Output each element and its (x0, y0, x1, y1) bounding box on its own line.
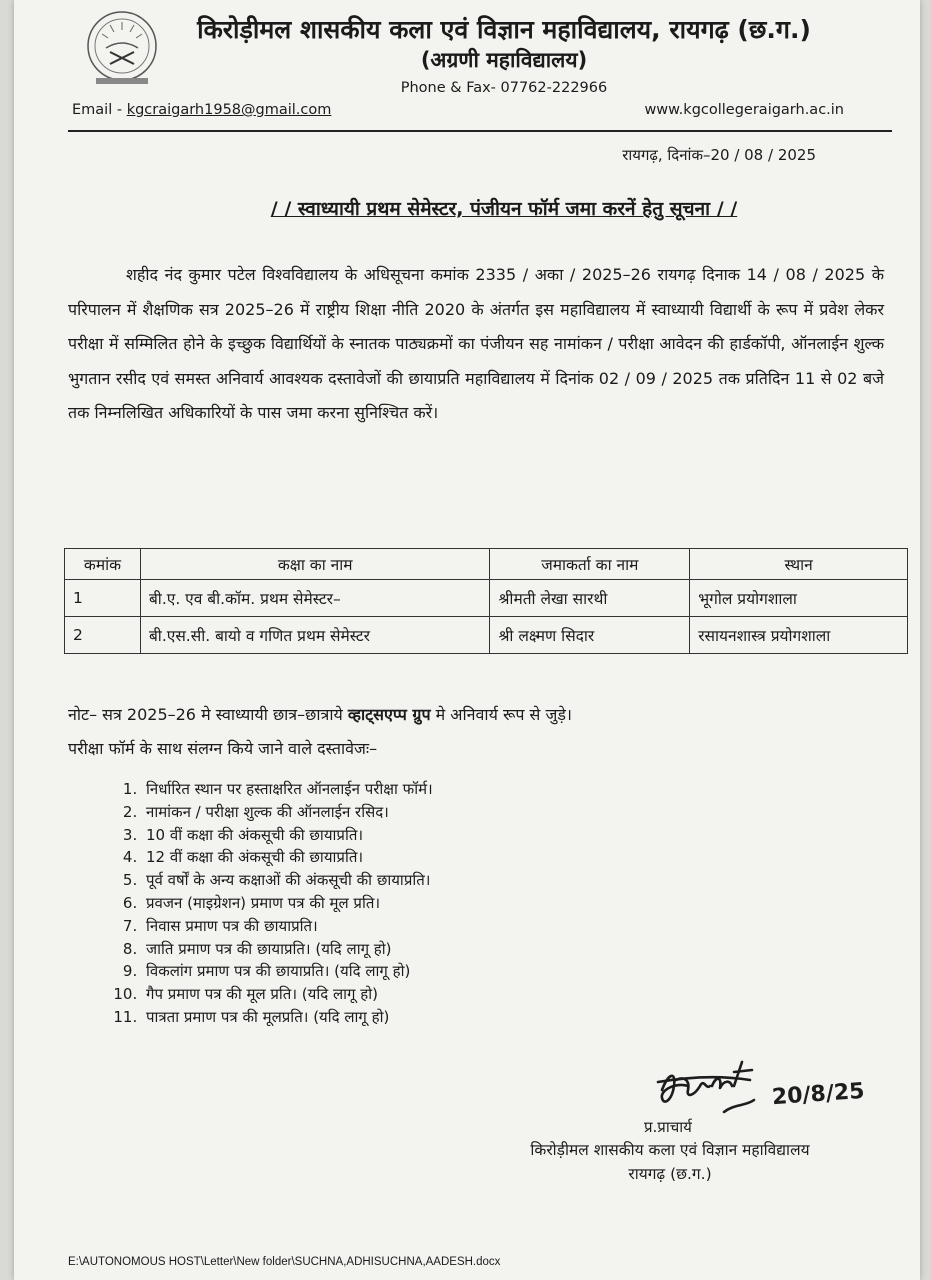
table-row (65, 617, 908, 654)
table-cell-serial: 1 (65, 580, 141, 617)
notice-date: रायगढ़, दिनांक–20 / 08 / 2025 (622, 146, 816, 164)
college-emblem-icon (82, 8, 162, 90)
notice-title: / / स्वाध्यायी प्रथम सेमेस्टर, पंजीयन फॉर्म जमा करनें हेतु सूचना / / (270, 198, 738, 220)
list-item: 6. प्रवजन (माइग्रेशन) प्रमाण पत्र की मूल प्रति। (142, 892, 433, 915)
table-cell-depositor: श्री लक्ष्मण सिदार (490, 617, 690, 654)
file-path-footer: E:\AUTONOMOUS HOST\Letter\New folder\SUCHNA,ADHISUCHNA,AADESH.docx (68, 1256, 501, 1268)
notice-page (14, 0, 920, 1280)
list-item: 11. पात्रता प्रमाण पत्र की मूलप्रति। (यदि लागू हो) (142, 1006, 433, 1029)
note-suffix: मे अनिवार्य रूप से जुड़े। (430, 705, 572, 724)
list-item: 4. 12 वीं कक्षा की अंकसूची की छायाप्रति। (142, 846, 433, 869)
notice-body (68, 258, 884, 431)
college-name: किरोड़ीमल शासकीय कला एवं विज्ञान महाविद्यालय, रायगढ़ (छ.ग.) (197, 15, 811, 44)
list-item: 3. 10 वीं कक्षा की अंकसूची की छायाप्रति। (142, 824, 433, 847)
email-line (72, 100, 331, 120)
list-item: 1. निर्धारित स्थान पर हस्ताक्षरित ऑनलाईन परीक्षा फॉर्म। (142, 778, 433, 801)
table-cell-location: रसायनशास्त्र प्रयोगशाला (690, 617, 908, 654)
table-header-serial: कमांक (65, 549, 141, 580)
table-header-class: कक्षा का नाम (140, 549, 490, 580)
handwritten-signature (654, 1046, 866, 1122)
website-link[interactable]: www.kgcollegeraigarh.ac.in (644, 102, 844, 118)
list-item: 9. विकलांग प्रमाण पत्र की छायाप्रति। (यदि लागू हो) (142, 960, 433, 983)
list-item: 2. नामांकन / परीक्षा शुल्क की ऑनलाईन रसिद। (142, 801, 433, 824)
table-header-location: स्थान (690, 549, 908, 580)
table-cell-class: बी.एस.सी. बायो व गणित प्रथम सेमेस्टर (140, 617, 490, 654)
list-item: 7. निवास प्रमाण पत्र की छायाप्रति। (142, 915, 433, 938)
table-cell-class: बी.ए. एव बी.कॉम. प्रथम सेमेस्टर– (140, 580, 490, 617)
submission-table (64, 548, 908, 654)
whatsapp-note (68, 700, 572, 730)
documents-list (94, 778, 433, 1029)
college-tagline: (अग्रणी महाविद्यालय) (420, 48, 588, 72)
notice-paragraph: शहीद नंद कुमार पटेल विश्वविद्यालय के अधिसूचना कमांक 2335 / अका / 2025–26 रायगढ़ दिनाक 14 / 08 / 2025 के परिपालन में शैक्षणिक सत्र 2025–26 में राष्ट्रीय शिक्षा नीति 2020 के अंतर्गत इस महाविद्यालय में स्वाध्यायी विद्यार्थी के रूप में प्रवेश लेकर परीक्षा में सम्मिलित होने के इच्छुक विद्यार्थियों के स्नातक पाठ्यक्रमों का पंजीयन सह नामांकन / परीक्षा आवेदन की हार्डकॉपी, ऑनलाईन शुल्क भुगतान रसीद एवं समस्त अनिवार्य आवश्यक दस्तावेजों की छायाप्रति महाविद्यालय में दिनांक 02 / 09 / 2025 तक प्रतिदिन 11 से 02 बजे तक निम्नलिखित अधिकारियों के पास जमा करना सुनिश्चित करें। (68, 265, 884, 423)
list-item: 10. गैप प्रमाण पत्र की मूल प्रति। (यदि लागू हो) (142, 983, 433, 1006)
table-header-row (65, 549, 908, 580)
header-divider (68, 130, 892, 132)
signatory-title: प्र.प्राचार्य (644, 1118, 692, 1136)
list-item: 5. पूर्व वर्षों के अन्य कक्षाओं की अंकसूची की छायाप्रति। (142, 869, 433, 892)
note-emphasis: व्हाट्सएप्प ग्रुप (347, 705, 431, 724)
phone-fax: Phone & Fax- 07762-222966 (400, 80, 608, 96)
documents-heading: परीक्षा फॉर्म के साथ संलग्न किये जाने वाले दस्तावेजः– (68, 739, 378, 758)
table-cell-serial: 2 (65, 617, 141, 654)
signature-date: 20/8/25 (771, 1078, 866, 1111)
table-header-depositor: जमाकर्ता का नाम (490, 549, 690, 580)
note-prefix: नोट– सत्र 2025–26 मे स्वाध्यायी छात्र–छात्राये (68, 705, 348, 724)
signatory-place: रायगढ़ (छ.ग.) (628, 1165, 712, 1183)
list-item: 8. जाति प्रमाण पत्र की छायाप्रति। (यदि लागू हो) (142, 938, 433, 961)
email-link[interactable]: kgcraigarh1958@gmail.com (126, 102, 332, 118)
table-row (65, 580, 908, 617)
email-label: Email - (72, 102, 127, 118)
table-cell-depositor: श्रीमती लेखा सारथी (490, 580, 690, 617)
table-cell-location: भूगोल प्रयोगशाला (690, 580, 908, 617)
signatory-college: किरोड़ीमल शासकीय कला एवं विज्ञान महाविद्यालय (530, 1141, 810, 1159)
